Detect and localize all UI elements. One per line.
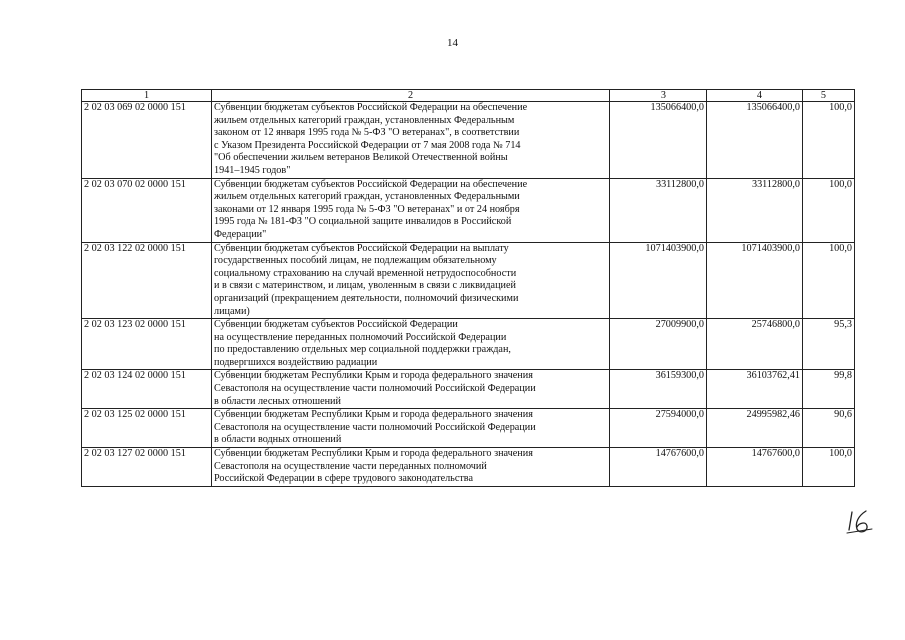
row-description [212,370,610,409]
description-line: и в связи с материнством, и лицам, уволенным в связи с ликвидацией [214,280,516,292]
row-code: 2 02 03 122 02 0000 151 [82,242,212,319]
row-actual-amount: 24995982,46 [707,409,803,448]
description-line: по предоставлению отдельных мер социальной поддержки граждан, [214,344,511,356]
description-line: в области лесных отношений [214,395,341,407]
row-description [212,448,610,487]
row-code: 2 02 03 125 02 0000 151 [82,409,212,448]
description-line: Субвенции бюджетам Республики Крым и города федерального значения [214,370,533,382]
table-row [82,319,855,370]
description-line: подвергшихся воздействию радиации [214,356,378,368]
row-actual-amount: 33112800,0 [707,178,803,242]
description-line: жильем отдельных категорий граждан, установленных Федеральными [214,191,520,203]
row-code: 2 02 03 070 02 0000 151 [82,178,212,242]
description-line: законом от 12 января 1995 года № 5-ФЗ "О ветеранах", в соответствии [214,127,520,139]
description-line: 1995 года № 181-ФЗ "О социальной защите инвалидов в Российской [214,216,512,228]
row-execution-percent: 100,0 [803,178,855,242]
description-line: Севастополя на осуществление части переданных полномочий [214,460,487,472]
header-row [82,90,855,102]
row-actual-amount: 25746800,0 [707,319,803,370]
table-row [82,448,855,487]
description-line: Субвенции бюджетам Республики Крым и города федерального значения [214,409,533,421]
table-row [82,409,855,448]
description-line: лицами) [214,305,250,317]
table-row [82,370,855,409]
row-execution-percent: 90,6 [803,409,855,448]
row-description [212,242,610,319]
description-line: Севастополя на осуществление части полномочий Российской Федерации [214,421,536,433]
row-code: 2 02 03 069 02 0000 151 [82,102,212,179]
description-line: Субвенции бюджетам Республики Крым и города федерального значения [214,448,533,460]
row-code: 2 02 03 124 02 0000 151 [82,370,212,409]
row-planned-amount: 33112800,0 [610,178,707,242]
header-col-1: 1 [82,90,212,102]
row-planned-amount: 36159300,0 [610,370,707,409]
description-line: Российской Федерации в сфере трудового законодательства [214,473,474,485]
description-line: в области водных отношений [214,434,342,446]
row-actual-amount: 14767600,0 [707,448,803,487]
description-line: законами от 12 января 1995 года № 5-ФЗ "О ветеранах" и от 24 ноября [214,203,520,215]
description-line: с Указом Президента Российской Федерации от 7 мая 2008 года № 714 [214,139,521,151]
table-header [82,90,855,102]
description-line: социальному страхованию на случай временной нетрудоспособности [214,267,517,279]
row-planned-amount: 135066400,0 [610,102,707,179]
row-description [212,319,610,370]
description-line: государственных пособий лицам, не подлежащим обязательному [214,255,497,267]
row-actual-amount: 36103762,41 [707,370,803,409]
table-row [82,102,855,179]
description-line: 1941–1945 годов" [214,164,291,176]
description-line: Субвенции бюджетам субъектов Российской Федерации на обеспечение [214,178,528,190]
row-execution-percent: 100,0 [803,102,855,179]
row-description [212,178,610,242]
page-number: 14 [447,37,458,49]
description-line: Субвенции бюджетам субъектов Российской Федерации на выплату [214,242,509,254]
handwritten-signature-mark [846,508,874,534]
row-planned-amount: 1071403900,0 [610,242,707,319]
description-line: Субвенции бюджетам субъектов Российской Федерации [214,319,458,331]
description-line: на осуществление переданных полномочий Российской Федерации [214,331,507,343]
header-col-4: 4 [707,90,803,102]
row-execution-percent: 100,0 [803,448,855,487]
row-description [212,409,610,448]
row-execution-percent: 99,8 [803,370,855,409]
description-line: Субвенции бюджетам субъектов Российской Федерации на обеспечение [214,102,528,113]
header-col-2: 2 [212,90,610,102]
budget-table [81,89,855,487]
row-planned-amount: 27009900,0 [610,319,707,370]
description-line: Севастополя на осуществление части полномочий Российской Федерации [214,383,536,395]
header-col-5: 5 [803,90,855,102]
description-line: Федерации" [214,228,267,240]
row-code: 2 02 03 127 02 0000 151 [82,448,212,487]
row-actual-amount: 1071403900,0 [707,242,803,319]
table-row [82,242,855,319]
row-actual-amount: 135066400,0 [707,102,803,179]
description-line: организаций (прекращением деятельности, полномочий физическими [214,292,519,304]
description-line: жильем отдельных категорий граждан, установленных Федеральным [214,114,515,126]
row-code: 2 02 03 123 02 0000 151 [82,319,212,370]
table-row [82,178,855,242]
row-planned-amount: 14767600,0 [610,448,707,487]
table-body [82,102,855,487]
header-col-3: 3 [610,90,707,102]
row-description [212,102,610,179]
description-line: "Об обеспечении жильем ветеранов Великой Отечественной войны [214,152,508,164]
row-planned-amount: 27594000,0 [610,409,707,448]
row-execution-percent: 100,0 [803,242,855,319]
row-execution-percent: 95,3 [803,319,855,370]
